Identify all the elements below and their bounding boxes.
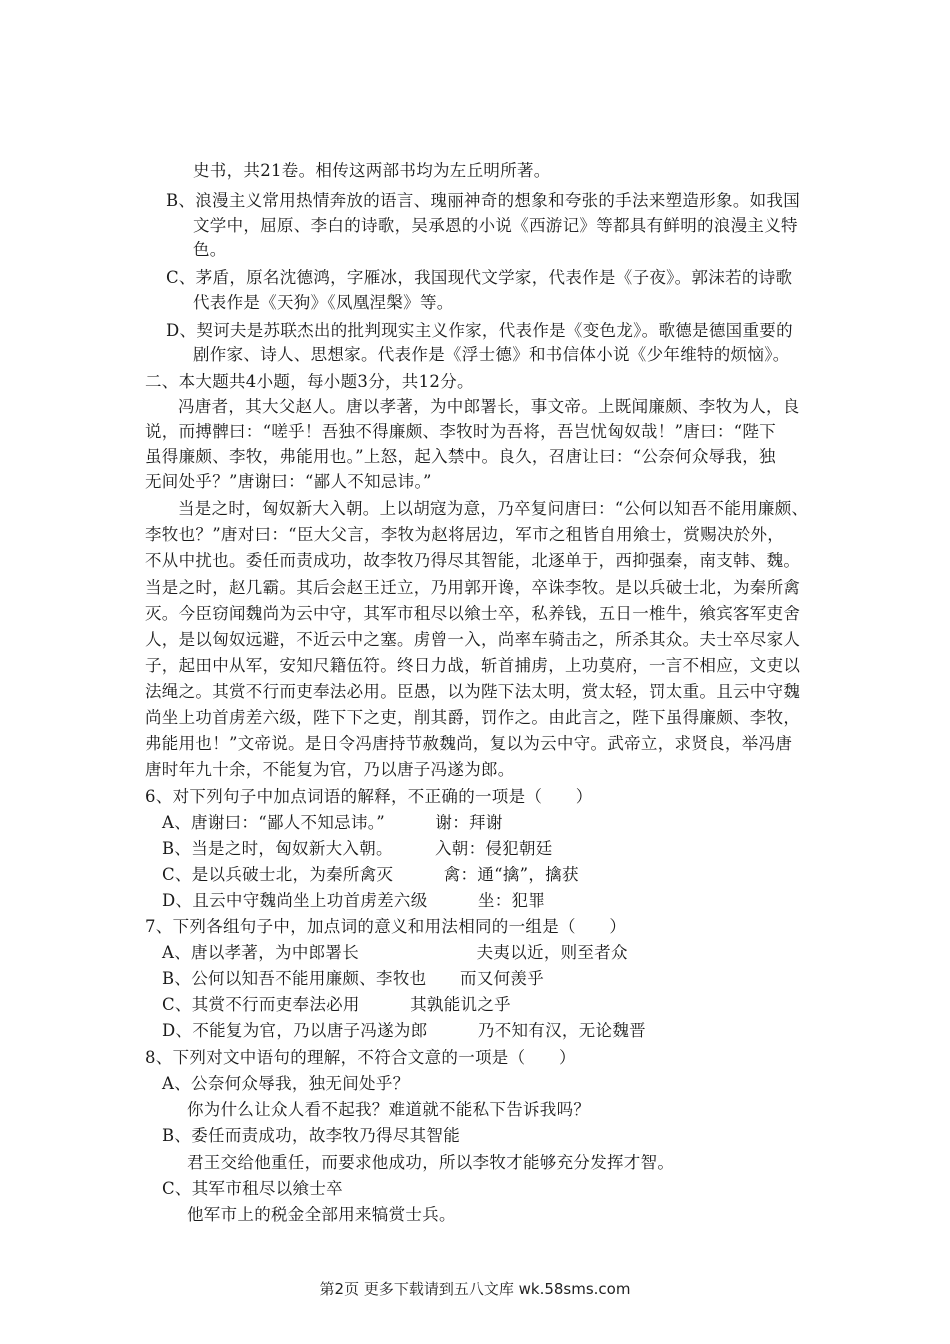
text-line: 当是之时，赵几霸。其后会赵王迁立，乃用郭开谗，卒诛李牧。是以兵破士北，为秦所禽: [145, 578, 801, 597]
text-line: 不从中扰也。委任而责成功，故李牧乃得尽其智能，北逐单于，西抑强秦，南支韩、魏。: [145, 551, 801, 570]
text-line: 灭。今臣窃闻魏尚为云中守，其军市租尽以飨士卒，私养钱，五日一椎牛，飨宾客军吏舍: [145, 604, 801, 623]
page-footer: 第2页 更多下载请到五八文库 wk.58sms.com: [319, 1280, 631, 1298]
text-line: 弗能用也！”文帝说。是日令冯唐持节赦魏尚，复以为云中守。武帝立，求贤良，举冯唐: [145, 734, 793, 753]
text-line: 史书，共21卷。相传这两部书均为左丘明所著。: [193, 161, 551, 180]
text-line: 文学中，屈原、李白的诗歌，吴承恩的小说《西游记》等都具有鲜明的浪漫主义特: [193, 216, 798, 235]
text-line: 说，而搏髀曰：“嗟乎！吾独不得廉颇、李牧时为吾将，吾岂忧匈奴哉！”唐曰：“陛下: [145, 422, 777, 441]
text-line: 色。: [193, 240, 227, 259]
question-8: 8、下列对文中语句的理解，不符合文意的一项是（ ）: [145, 1048, 576, 1067]
option-b: B、当是之时，匈奴新大入朝。 入朝：侵犯朝廷: [162, 839, 553, 858]
option-d: D、且云中守魏尚坐上功首虏差六级 坐：犯罪: [162, 891, 546, 910]
text-line: 无间处乎？”唐谢曰：“鄙人不知忌讳。”: [145, 472, 432, 491]
text-line: 唐时年九十余，不能复为官，乃以唐子冯遂为郎。: [145, 760, 515, 779]
text-line: 李牧也？”唐对曰：“臣大父言，李牧为赵将居边，军市之租皆自用飨士，赏赐决於外，: [145, 525, 785, 544]
text-line: 尚坐上功首虏差六级，陛下下之吏，削其爵，罚作之。由此言之，陛下虽得廉颇、李牧，: [145, 708, 801, 727]
text-line: 法绳之。其赏不行而吏奉法必用。臣愚，以为陛下法太明，赏太轻，罚太重。且云中守魏: [145, 682, 801, 701]
option-b: B、公何以知吾不能用廉颇、李牧也 而又何羡乎: [162, 969, 545, 988]
option-c-translation: 他军市上的税金全部用来犒赏士兵。: [187, 1205, 456, 1224]
option-a: A、唐谢曰：“鄙人不知忌讳。” 谢：拜谢: [162, 813, 503, 832]
text-line: 冯唐者，其大父赵人。唐以孝著，为中郎署长，事文帝。上既闻廉颇、李牧为人，良: [178, 397, 800, 416]
question-6: 6、对下列句子中加点词语的解释，不正确的一项是（ ）: [145, 787, 593, 806]
text-line: 当是之时，匈奴新大入朝。上以胡寇为意，乃卒复问唐曰：“公何以知吾不能用廉颇、: [178, 499, 809, 518]
text-line: 子，起田中从军，安知尺籍伍符。终日力战，斩首捕虏，上功莫府，一言不相应，文吏以: [145, 656, 801, 675]
option-c: C、其赏不行而吏奉法必用 其孰能讥之乎: [162, 995, 511, 1014]
option-c: C、是以兵破士北，为秦所禽灭 禽：通“擒”，擒获: [162, 865, 579, 884]
text-line: C、茅盾，原名沈德鸿，字雁冰，我国现代文学家，代表作是《子夜》。郭沫若的诗歌: [166, 268, 793, 287]
text-line: 剧作家、诗人、思想家。代表作是《浮士德》和书信体小说《少年维特的烦恼》。: [193, 345, 790, 364]
text-line: D、契诃夫是苏联杰出的批判现实主义作家，代表作是《变色龙》。歌德是德国重要的: [166, 321, 793, 340]
text-line: 虽得廉颇、李牧，弗能用也。”上怒，起入禁中。良久，召唐让曰：“公奈何众辱我，独: [145, 447, 776, 466]
section-heading: 二、本大题共4小题，每小题3分，共12分。: [145, 372, 474, 391]
option-b-translation: 君王交给他重任，而要求他成功，所以李牧才能够充分发挥才智。: [187, 1153, 675, 1172]
text-line: B、浪漫主义常用热情奔放的语言、瑰丽神奇的想象和夸张的手法来塑造形象。如我国: [166, 191, 801, 210]
option-a-translation: 你为什么让众人看不起我？难道就不能私下告诉我吗？: [187, 1100, 591, 1119]
option-b: B、委任而责成功，故李牧乃得尽其智能: [162, 1126, 461, 1145]
option-d: D、不能复为官，乃以唐子冯遂为郎 乃不知有汉，无论魏晋: [162, 1021, 646, 1040]
question-7: 7、下列各组句子中，加点词的意义和用法相同的一组是（ ）: [145, 917, 627, 936]
text-line: 人，是以匈奴远避，不近云中之塞。虏曾一入，尚率车骑击之，所杀其众。夫士卒尽家人: [145, 630, 801, 649]
text-line: 代表作是《天狗》《凤凰涅槃》等。: [193, 293, 454, 312]
option-c: C、其军市租尽以飨士卒: [162, 1179, 343, 1198]
option-a: A、公奈何众辱我，独无间处乎？: [162, 1074, 410, 1093]
option-a: A、唐以孝著，为中郎署长 夫夷以近，则至者众: [162, 943, 628, 962]
